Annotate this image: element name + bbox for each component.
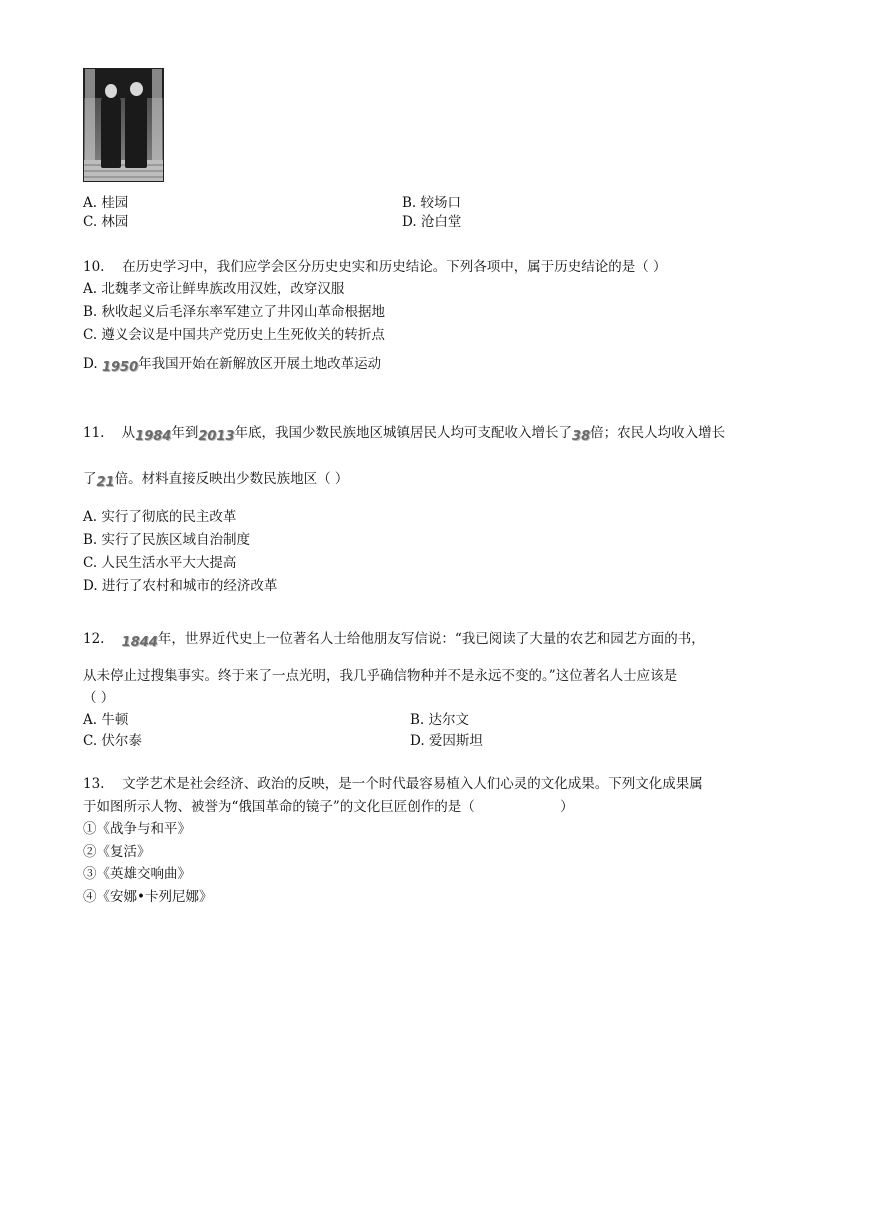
q12-option-b: B. 达尔文 <box>410 712 470 728</box>
q12-line1 <box>83 630 705 649</box>
q11-option-c: C. 人民生活水平大大提高 <box>83 555 237 571</box>
q12-option-a: A. 牛顿 <box>83 712 129 728</box>
q9-option-b: B. 较场口 <box>402 195 462 211</box>
q11-line2 <box>83 470 348 489</box>
q13-line1: 13. 文学艺术是社会经济、政治的反映，是一个时代最容易植入人们心灵的文化成果。下列文化成果属 <box>83 776 703 792</box>
q9-option-c: C. 林园 <box>83 214 129 230</box>
q13-line2: 于如图所示人物、被誉为“俄国革命的镜子”的文化巨匠创作的是（ ） <box>83 799 574 815</box>
q11-num: 11. <box>83 425 105 441</box>
q12-line1-rest: 年，世界近代史上一位著名人士给他朋友写信说：“我已阅读了大量的农艺和园艺方面的书， <box>157 631 705 647</box>
q11-text-6: 倍。材料直接反映出少数民族地区（ ） <box>114 471 349 487</box>
q10-option-d-prefix: D. <box>83 356 98 372</box>
q11-option-a: A. 实行了彻底的民主改革 <box>83 509 237 525</box>
q11-text-1: 从 <box>121 425 136 441</box>
q12-line3: （ ） <box>83 690 115 706</box>
q11-year-2013: 2013 <box>198 429 235 444</box>
q11-text-3: 年底，我国少数民族地区城镇居民人均可支配收入增长了 <box>234 425 573 441</box>
q10-year: 1950 <box>101 360 139 375</box>
q10-option-a: A. 北魏孝文帝让鲜卑族改用汉姓，改穿汉服 <box>83 281 345 297</box>
q11-text-5: 了 <box>83 471 97 487</box>
q12-num: 12. <box>83 631 105 647</box>
q12-line2: 从未停止过搜集事实。终于来了一点光明，我几乎确信物种并不是永远不变的。”这位著名人士应该是 <box>83 668 678 684</box>
q12-option-c: C. 伏尔泰 <box>83 733 142 749</box>
q10-option-b: B. 秋收起义后毛泽东率军建立了井冈山革命根据地 <box>83 304 386 320</box>
q10-stem: 10. 在历史学习中，我们应学会区分历史史实和历史结论。下列各项中，属于历史结论的是（ ） <box>83 259 667 275</box>
q11-option-d: D. 进行了农村和城市的经济改革 <box>83 578 278 594</box>
q10-option-d-rest: 年我国开始在新解放区开展土地改革运动 <box>138 356 382 372</box>
q12-option-d: D. 爱因斯坦 <box>410 733 483 749</box>
q11-multiplier-38: 38 <box>572 429 591 444</box>
q12-year: 1844 <box>121 635 158 650</box>
historical-photo <box>83 68 164 182</box>
q13-item-2: ②《复活》 <box>83 844 151 860</box>
q11-line1 <box>83 424 725 443</box>
q11-multiplier-21: 21 <box>96 475 115 490</box>
q11-option-b: B. 实行了民族区域自治制度 <box>83 532 251 548</box>
q11-year-1984: 1984 <box>135 429 172 444</box>
q13-item-3: ③《英雄交响曲》 <box>83 866 191 882</box>
q13-item-1: ①《战争与和平》 <box>83 821 191 837</box>
q9-option-a: A. 桂园 <box>83 195 129 211</box>
q11-text-2: 年到 <box>171 425 199 441</box>
q10-option-d <box>83 355 381 374</box>
q9-option-d: D. 沧白堂 <box>402 214 462 230</box>
q13-item-4: ④《安娜•卡列尼娜》 <box>83 889 213 905</box>
q10-option-c: C. 遵义会议是中国共产党历史上生死攸关的转折点 <box>83 327 385 343</box>
q11-text-4: 倍；农民人均收入增长 <box>590 425 726 441</box>
